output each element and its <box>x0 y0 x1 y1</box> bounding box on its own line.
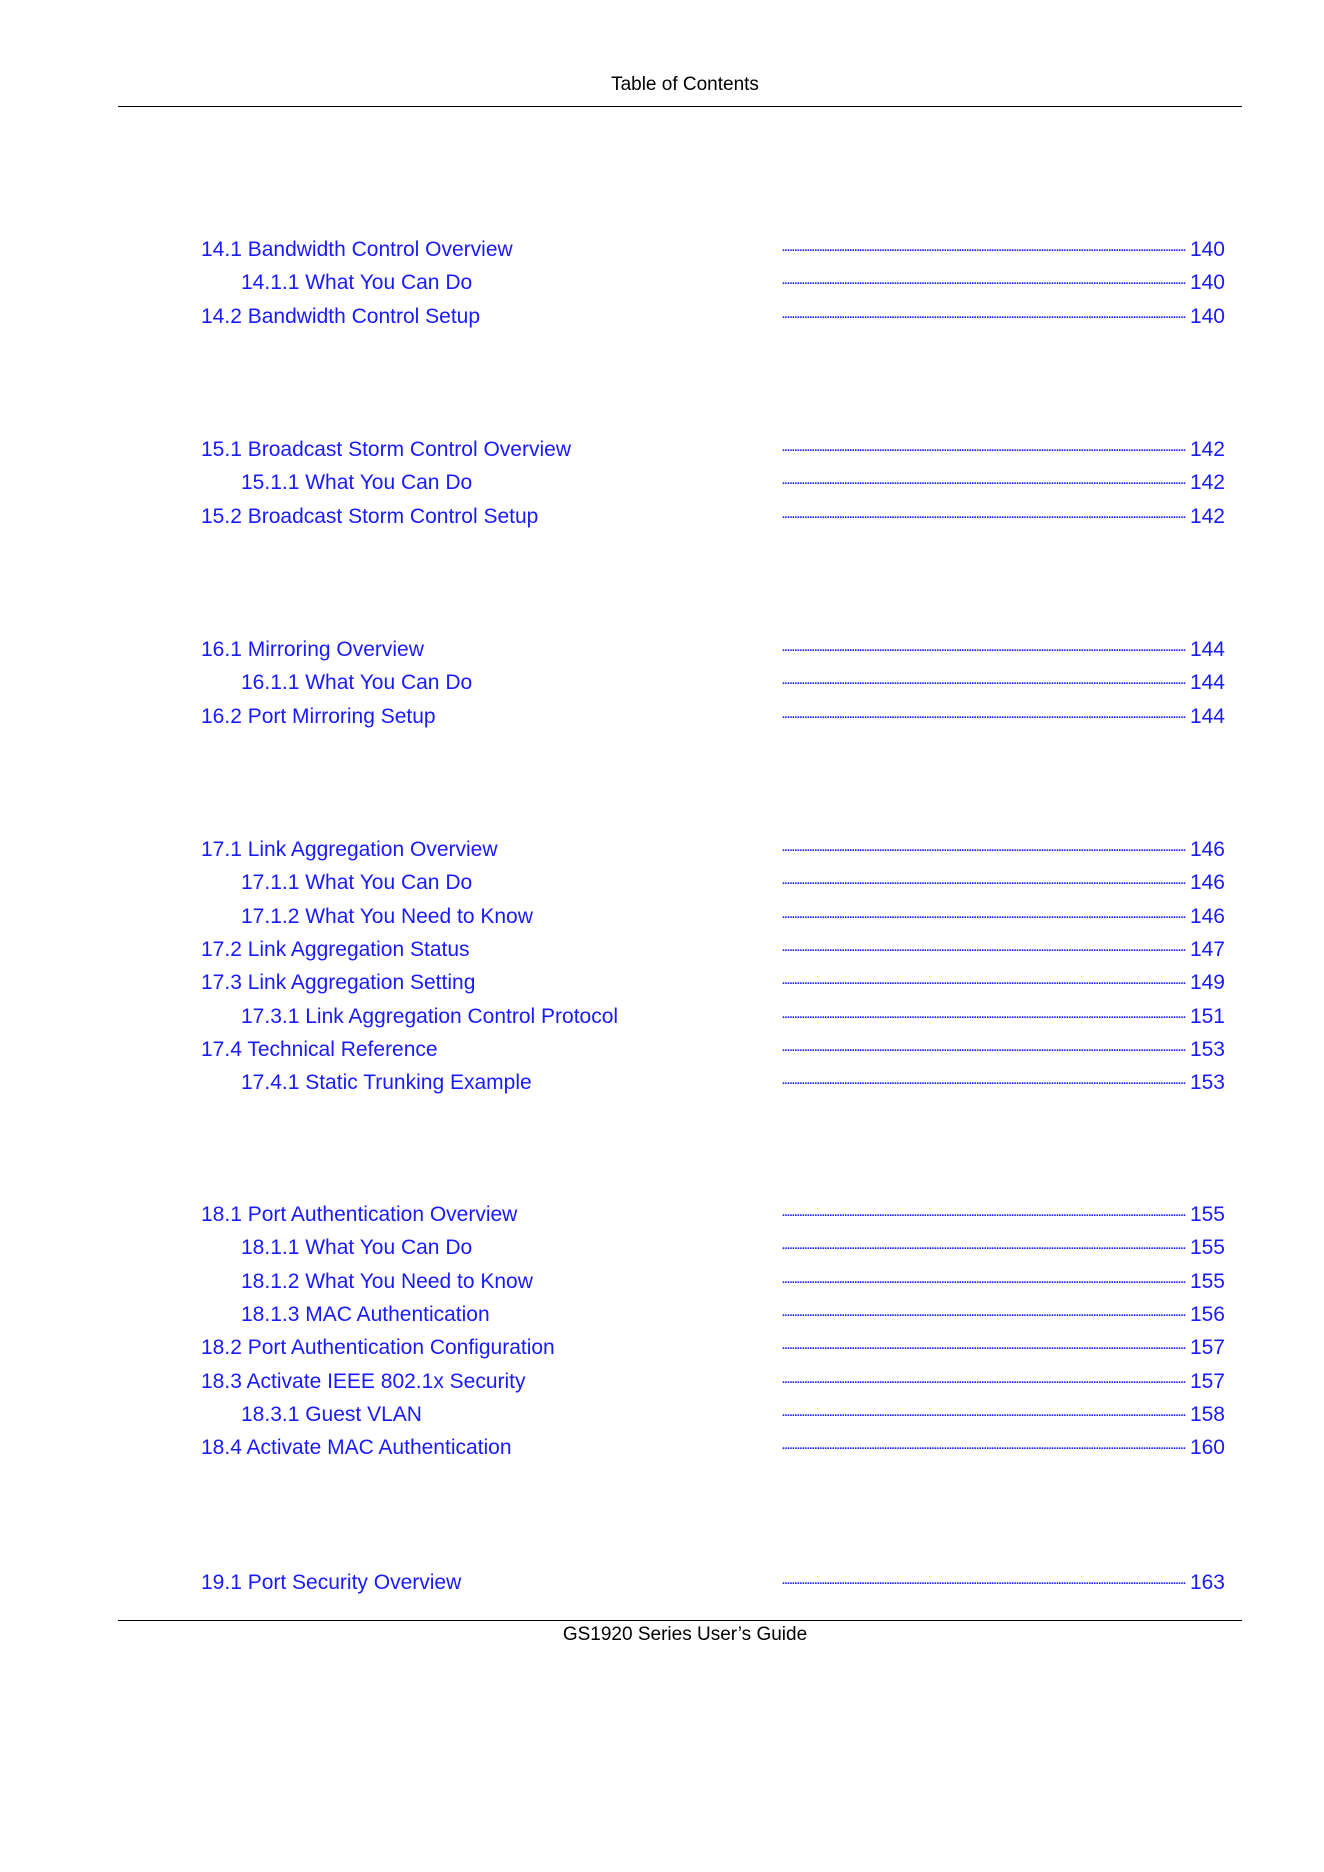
dot-leader <box>482 269 1186 289</box>
toc-entry-link[interactable] <box>241 269 1225 299</box>
dot-leader <box>482 1234 1186 1254</box>
toc-entry-link[interactable] <box>201 303 1225 333</box>
toc-entry-label: 16.1.1 What You Can Do <box>241 671 473 694</box>
dot-leader <box>490 303 1186 323</box>
toc-entry-label: 17.2 Link Aggregation Status <box>201 938 470 961</box>
toc-entry-link[interactable] <box>241 1003 1225 1033</box>
toc-entry-link[interactable] <box>201 1334 1225 1364</box>
toc-entry-link[interactable] <box>201 503 1225 533</box>
dot-leader <box>548 503 1186 523</box>
page-footer-title: GS1920 Series User’s Guide <box>562 1624 808 1645</box>
dot-leader <box>434 636 1186 656</box>
toc-entry-page-number: 151 <box>1189 1005 1225 1028</box>
toc-entry-label: 18.3 Activate IEEE 802.1x Security <box>201 1370 526 1393</box>
dot-leader <box>482 669 1186 689</box>
toc-entry-link[interactable] <box>201 1434 1225 1464</box>
toc-entry-link[interactable] <box>201 969 1225 999</box>
dot-leader <box>508 836 1186 856</box>
toc-entry-link[interactable] <box>241 1301 1225 1331</box>
toc-entry-page-number: 142 <box>1189 438 1225 461</box>
toc-entry-label: 17.3.1 Link Aggregation Control Protocol <box>241 1005 619 1028</box>
toc-entry-label: 18.1.1 What You Can Do <box>241 1236 473 1259</box>
toc-entry-label: 19.1 Port Security Overview <box>201 1571 462 1594</box>
toc-entry-link[interactable] <box>201 836 1225 866</box>
page-header-title: Table of Contents <box>611 74 759 95</box>
toc-entry-link[interactable] <box>241 1268 1225 1298</box>
toc-entry-page-number: 140 <box>1189 271 1225 294</box>
toc-entry-link[interactable] <box>201 1569 1225 1599</box>
dot-leader <box>448 1036 1186 1056</box>
toc-entry-label: 17.4.1 Static Trunking Example <box>241 1071 532 1094</box>
dot-leader <box>471 1569 1186 1589</box>
toc-entry-page-number: 156 <box>1189 1303 1225 1326</box>
dot-leader <box>485 969 1186 989</box>
dot-leader <box>432 1401 1186 1421</box>
toc-entry-link[interactable] <box>241 669 1225 699</box>
toc-entry-label: 16.2 Port Mirroring Setup <box>201 705 436 728</box>
toc-entry-label: 18.1.2 What You Need to Know <box>241 1270 533 1293</box>
toc-entry-label: 17.3 Link Aggregation Setting <box>201 971 476 994</box>
toc-entry-label: 18.1.3 MAC Authentication <box>241 1303 490 1326</box>
toc-entry-link[interactable] <box>201 236 1225 266</box>
toc-entry-label: 17.4 Technical Reference <box>201 1038 438 1061</box>
toc-entry-label: 17.1.2 What You Need to Know <box>241 905 533 928</box>
dot-leader <box>581 436 1186 456</box>
toc-entry-label: 16.1 Mirroring Overview <box>201 638 424 661</box>
toc-entry-link[interactable] <box>241 469 1225 499</box>
toc-entry-page-number: 157 <box>1189 1370 1225 1393</box>
toc-entry-label: 17.1.1 What You Can Do <box>241 871 473 894</box>
footer-rule <box>118 1620 1242 1621</box>
dot-leader <box>522 1434 1186 1454</box>
toc-entry-page-number: 158 <box>1189 1403 1225 1426</box>
toc-entry-page-number: 142 <box>1189 471 1225 494</box>
toc-entry-page-number: 146 <box>1189 838 1225 861</box>
toc-entry-label: 15.1 Broadcast Storm Control Overview <box>201 438 571 461</box>
toc-entry-link[interactable] <box>201 1368 1225 1398</box>
toc-entry-page-number: 147 <box>1189 938 1225 961</box>
toc-entry-page-number: 144 <box>1189 638 1225 661</box>
dot-leader <box>565 1334 1186 1354</box>
toc-entry-link[interactable] <box>201 703 1225 733</box>
toc-entry-link[interactable] <box>241 869 1225 899</box>
dot-leader <box>446 703 1186 723</box>
toc-entry-link[interactable] <box>241 903 1225 933</box>
toc-entry-link[interactable] <box>241 1234 1225 1264</box>
toc-entry-page-number: 155 <box>1189 1236 1225 1259</box>
dot-leader <box>480 936 1186 956</box>
toc-entry-page-number: 153 <box>1189 1038 1225 1061</box>
dot-leader <box>536 1368 1186 1388</box>
toc-entry-page-number: 163 <box>1189 1571 1225 1594</box>
toc-entry-page-number: 149 <box>1189 971 1225 994</box>
toc-entry-page-number: 146 <box>1189 871 1225 894</box>
toc-entry-label: 14.1 Bandwidth Control Overview <box>201 238 513 261</box>
toc-entry-label: 18.4 Activate MAC Authentication <box>201 1436 512 1459</box>
dot-leader <box>543 903 1186 923</box>
toc-entry-link[interactable] <box>201 1036 1225 1066</box>
dot-leader <box>482 469 1186 489</box>
dot-leader <box>543 1268 1186 1288</box>
toc-entry-page-number: 155 <box>1189 1203 1225 1226</box>
toc-entry-label: 17.1 Link Aggregation Overview <box>201 838 498 861</box>
toc-entry-page-number: 157 <box>1189 1336 1225 1359</box>
dot-leader <box>527 1201 1186 1221</box>
toc-entry-label: 18.2 Port Authentication Configuration <box>201 1336 555 1359</box>
toc-entry-page-number: 160 <box>1189 1436 1225 1459</box>
header-rule <box>118 106 1242 107</box>
toc-entry-page-number: 146 <box>1189 905 1225 928</box>
toc-entry-link[interactable] <box>201 436 1225 466</box>
toc-entry-label: 18.3.1 Guest VLAN <box>241 1403 422 1426</box>
toc-entry-label: 18.1 Port Authentication Overview <box>201 1203 518 1226</box>
toc-entry-label: 14.2 Bandwidth Control Setup <box>201 305 481 328</box>
dot-leader <box>542 1069 1186 1089</box>
toc-entry-link[interactable] <box>241 1069 1225 1099</box>
dot-leader <box>523 236 1186 256</box>
toc-entry-page-number: 140 <box>1189 238 1225 261</box>
toc-entry-page-number: 144 <box>1189 705 1225 728</box>
toc-entry-page-number: 153 <box>1189 1071 1225 1094</box>
toc-entry-page-number: 155 <box>1189 1270 1225 1293</box>
toc-entry-link[interactable] <box>201 1201 1225 1231</box>
toc-entry-page-number: 144 <box>1189 671 1225 694</box>
toc-entry-link[interactable] <box>201 936 1225 966</box>
dot-leader <box>482 869 1186 889</box>
dot-leader <box>628 1003 1186 1023</box>
toc-entry-page-number: 142 <box>1189 505 1225 528</box>
toc-entry-link[interactable] <box>241 1401 1225 1431</box>
toc-entry-page-number: 140 <box>1189 305 1225 328</box>
toc-entry-link[interactable] <box>201 636 1225 666</box>
toc-entry-label: 14.1.1 What You Can Do <box>241 271 473 294</box>
toc-entry-label: 15.2 Broadcast Storm Control Setup <box>201 505 539 528</box>
dot-leader <box>500 1301 1186 1321</box>
toc-entry-label: 15.1.1 What You Can Do <box>241 471 473 494</box>
